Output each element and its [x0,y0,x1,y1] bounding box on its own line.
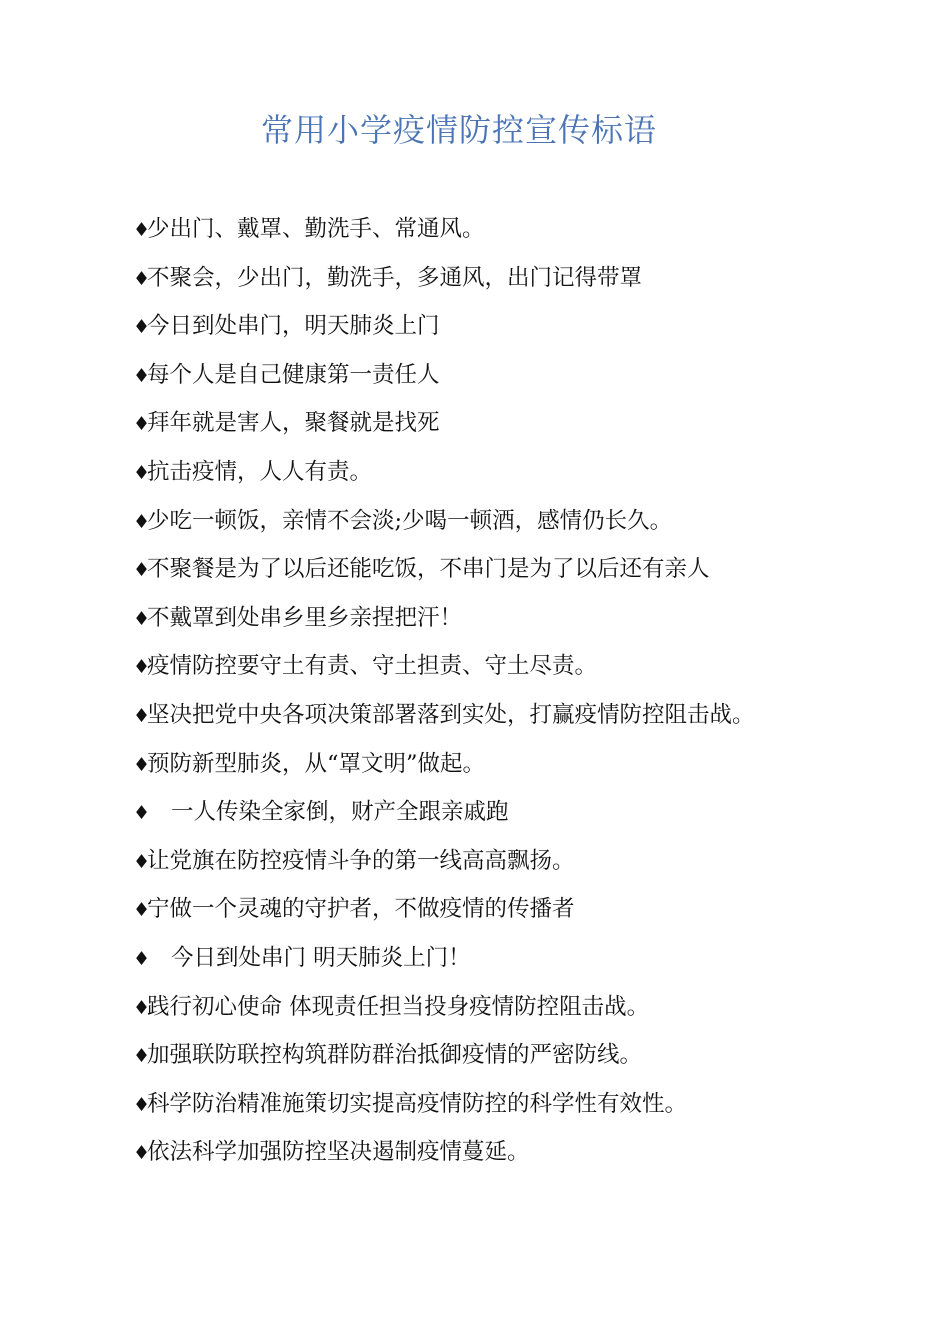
slogan-item [133,741,923,790]
diamond-bullet-icon: ♦ [133,1142,151,1165]
slogan-item [133,1032,923,1081]
slogan-text: 一人传染全家倒，财产全跟亲戚跑 [171,799,509,826]
slogan-item [133,449,923,498]
slogan-item [133,886,923,935]
diamond-bullet-icon: ♦ [133,219,151,241]
diamond-bullet-icon: ♦ [133,607,151,630]
slogan-item [133,692,923,741]
slogan-item [133,498,923,547]
slogan-item [133,303,923,352]
slogan-list [133,206,923,1178]
slogan-item [133,206,923,255]
diamond-bullet-icon: ♦ [133,850,151,873]
slogan-text: 预防新型肺炎，从“罩文明”做起。 [147,750,486,777]
slogan-text: 疫情防控要守土有责、守土担责、守土尽责。 [147,653,598,680]
slogan-text: 坚决把党中央各项决策部署落到实处，打赢疫情防控阻击战。 [147,701,755,728]
slogan-text: 拜年就是害人，聚餐就是找死 [147,410,440,437]
diamond-bullet-icon: ♦ [133,559,151,582]
diamond-bullet-icon: ♦ [133,1045,151,1068]
slogan-text: 少吃一顿饭，亲情不会淡;少喝一顿酒，感情仍长久。 [147,507,673,534]
slogan-item [133,352,923,401]
slogan-item [133,838,923,887]
slogan-text: 不聚餐是为了以后还能吃饭，不串门是为了以后还有亲人 [147,556,710,583]
slogan-text: 不聚会，少出门，勤洗手，多通风，出门记得带罩 [147,264,643,291]
slogan-text: 科学防治精准施策切实提高疫情防控的科学性有效性。 [147,1090,688,1117]
slogan-item [133,400,923,449]
diamond-bullet-icon: ♦ [133,413,151,436]
diamond-bullet-icon: ♦ [133,947,151,970]
diamond-bullet-icon: ♦ [133,267,151,290]
slogan-item [133,255,923,304]
slogan-text: 践行初心使命 体现责任担当投身疫情防控阻击战。 [147,993,650,1020]
slogan-text: 加强联防联控构筑群防群治抵御疫情的严密防线。 [147,1042,643,1069]
slogan-text: 今日到处串门 明天肺炎上门！ [171,944,471,971]
diamond-bullet-icon: ♦ [133,802,151,825]
slogan-text: 让党旗在防控疫情斗争的第一线高高飘扬。 [147,847,575,874]
slogan-text: 今日到处串门，明天肺炎上门 [147,313,440,340]
diamond-bullet-icon: ♦ [133,704,151,727]
slogan-item [133,595,923,644]
diamond-bullet-icon: ♦ [133,996,151,1019]
slogan-item [133,546,923,595]
diamond-bullet-icon: ♦ [133,510,151,533]
diamond-bullet-icon: ♦ [133,753,151,776]
slogan-text: 不戴罩到处串乡里乡亲捏把汗！ [147,604,463,631]
slogan-text: 每个人是自己健康第一责任人 [147,361,440,388]
slogan-item [133,935,923,984]
document-title: 常用小学疫情防控宣传标语 [260,111,657,149]
slogan-item [133,984,923,1033]
diamond-bullet-icon: ♦ [133,461,151,484]
slogan-item [133,643,923,692]
diamond-bullet-icon: ♦ [133,364,151,387]
slogan-item [133,789,923,838]
diamond-bullet-icon: ♦ [133,656,151,679]
slogan-item [133,1081,923,1130]
diamond-bullet-icon: ♦ [133,316,151,339]
diamond-bullet-icon: ♦ [133,899,151,922]
slogan-item [133,1129,923,1178]
slogan-text: 宁做一个灵魂的守护者，不做疫情的传播者 [147,896,575,923]
slogan-text: 抗击疫情，人人有责。 [147,458,373,485]
diamond-bullet-icon: ♦ [133,1093,151,1116]
slogan-text: 少出门、戴罩、勤洗手、常通风。 [147,216,485,242]
slogan-text: 依法科学加强防控坚决遏制疫情蔓延。 [147,1139,530,1166]
